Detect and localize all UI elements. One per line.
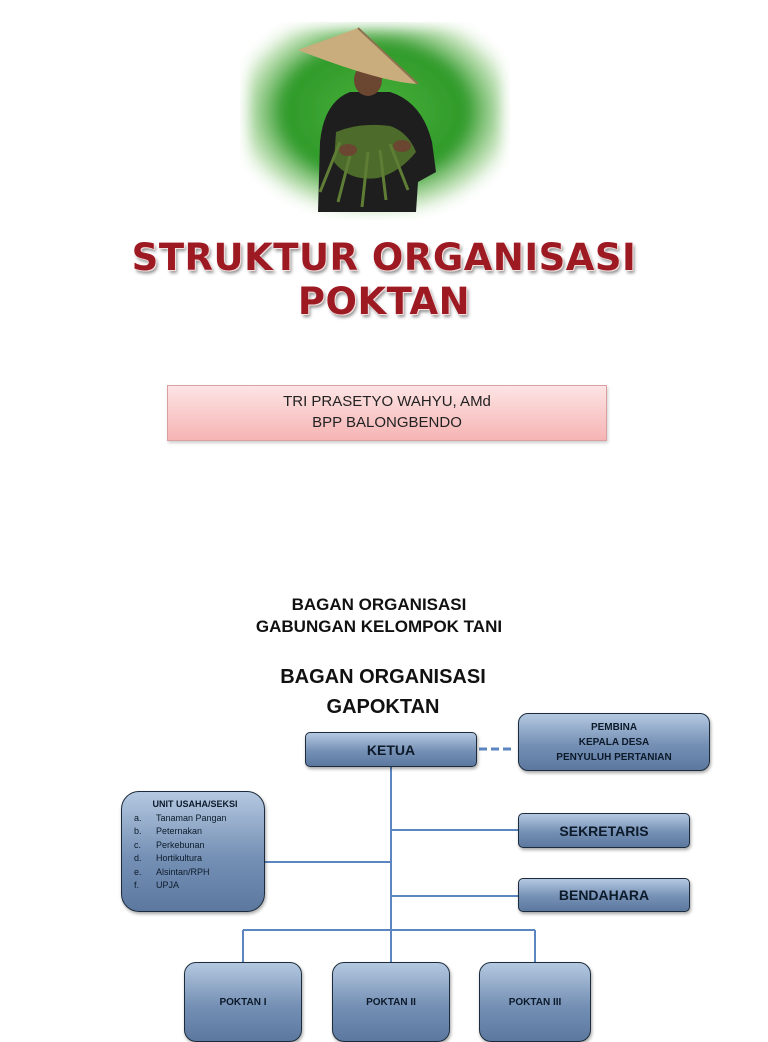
unit-item-letter: b. xyxy=(134,826,142,836)
unit-item xyxy=(134,825,256,839)
unit-item xyxy=(134,866,256,880)
author-name: TRI PRASETYO WAHYU, AMd xyxy=(283,393,491,410)
unit-item-letter: a. xyxy=(134,812,142,823)
unit-item-text: Alsintan/RPH xyxy=(156,866,210,877)
unit-item xyxy=(134,879,256,893)
author-office: BPP BALONGBENDO xyxy=(312,414,462,431)
subtitle-line-1: BAGAN ORGANISASI xyxy=(291,595,467,614)
poktan-3-box xyxy=(479,962,591,1042)
bendahara-box xyxy=(518,878,690,912)
title-line-1: STRUKTUR ORGANISASI xyxy=(131,236,637,279)
unit-item-letter: c. xyxy=(134,839,142,850)
poktan-2-label: POKTAN II xyxy=(366,996,416,1008)
pembina-kepala-desa: KEPALA DESA xyxy=(578,736,650,748)
unit-item xyxy=(134,852,256,866)
title-line-2: POKTAN xyxy=(297,280,471,323)
pembina-box xyxy=(518,713,710,771)
unit-item-text: UPJA xyxy=(156,880,180,890)
sekretaris-label: SEKRETARIS xyxy=(559,822,649,839)
sekretaris-box xyxy=(518,813,690,848)
unit-usaha-box xyxy=(121,791,265,912)
poktan-2-box xyxy=(332,962,450,1042)
poktan-1-label: POKTAN I xyxy=(219,996,267,1008)
chart-title-line-2: GAPOKTAN xyxy=(326,696,440,718)
pembina-penyuluh: PENYULUH PERTANIAN xyxy=(556,751,672,763)
unit-item-letter: e. xyxy=(134,866,142,877)
unit-item-text: Tanaman Pangan xyxy=(156,812,227,823)
bendahara-label: BENDAHARA xyxy=(558,887,650,903)
unit-item xyxy=(134,812,256,826)
poktan-1-box xyxy=(184,962,302,1042)
unit-item-text: Hortikultura xyxy=(156,853,203,863)
unit-item-text: Peternakan xyxy=(156,826,203,836)
ketua-label: KETUA xyxy=(366,741,416,758)
unit-item-letter: f. xyxy=(134,880,140,890)
pembina-label: PEMBINA xyxy=(590,721,638,733)
subtitle-line-2: GABUNGAN KELOMPOK TANI xyxy=(255,617,503,636)
unit-item-letter: d. xyxy=(134,853,142,863)
unit-item xyxy=(134,839,256,853)
chart-title-line-1: BAGAN ORGANISASI xyxy=(280,666,486,688)
unit-item-text: Perkebunan xyxy=(156,839,205,850)
ketua-box xyxy=(305,732,477,767)
poktan-3-label: POKTAN III xyxy=(508,996,562,1008)
unit-title: UNIT USAHA/SEKSI xyxy=(152,799,238,809)
